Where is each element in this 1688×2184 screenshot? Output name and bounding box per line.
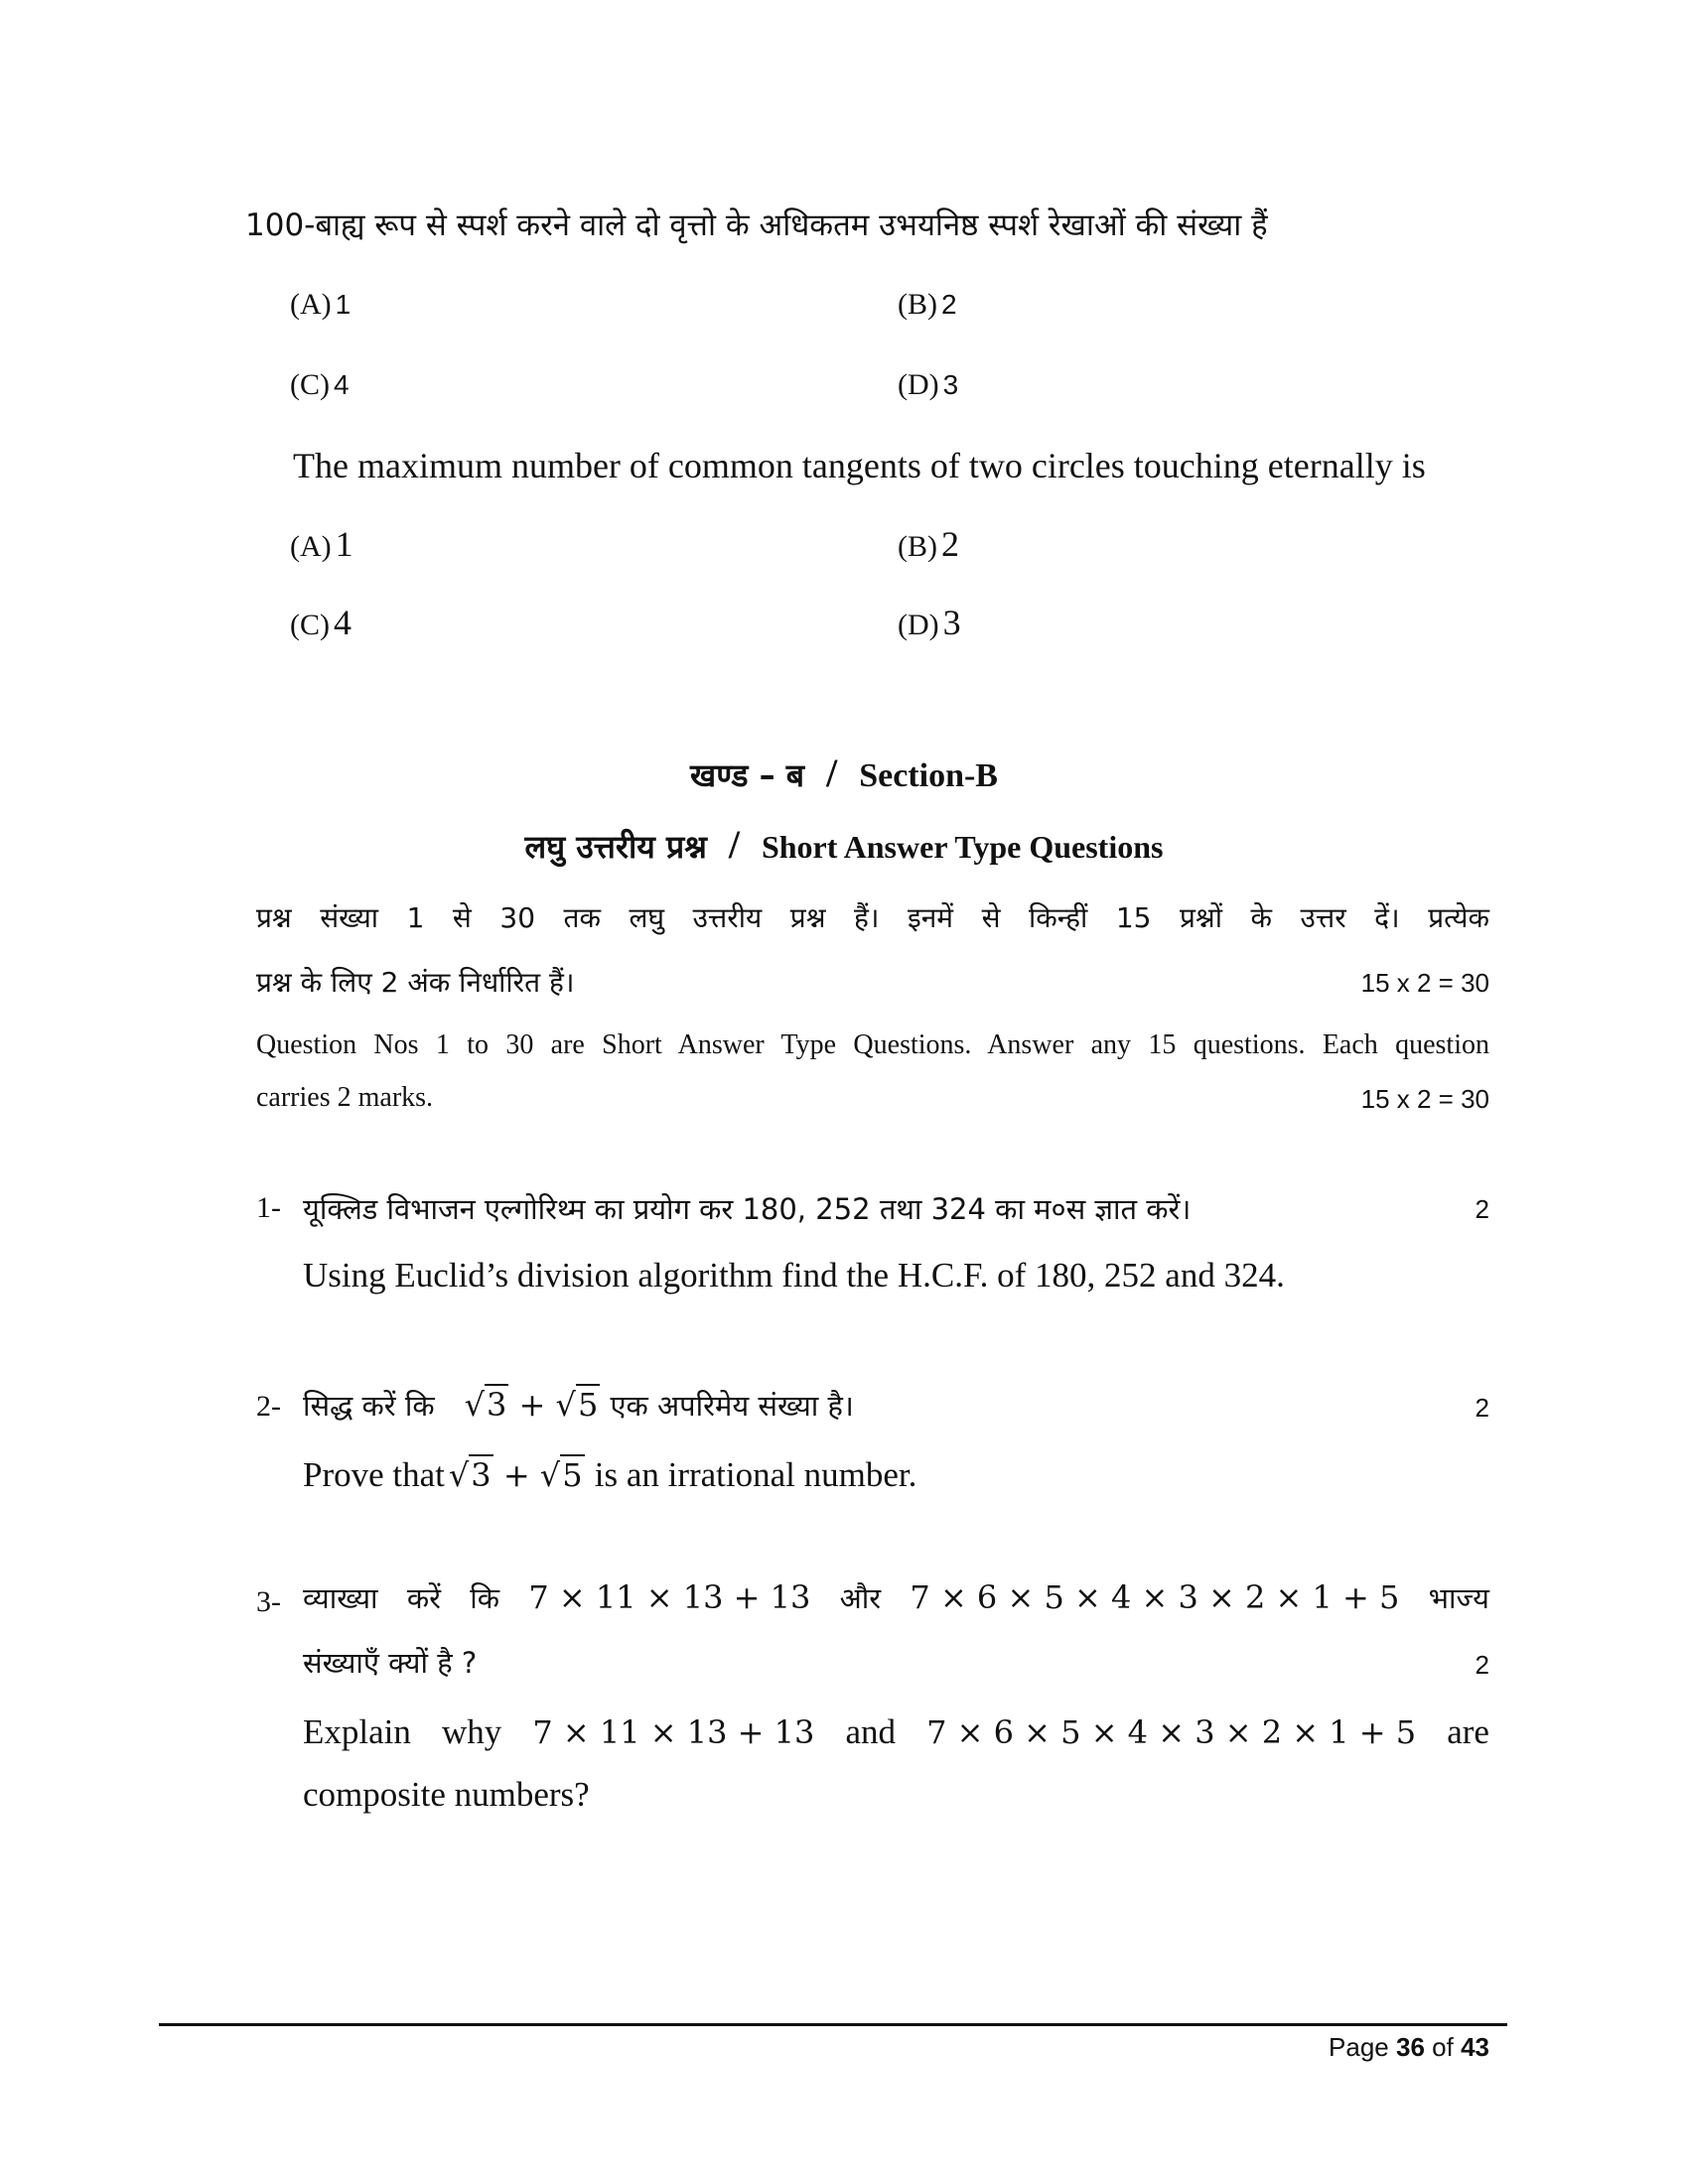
- q100-option-b-hi: [898, 288, 957, 322]
- word: व्याख्या: [303, 1581, 378, 1615]
- question-number: 2-: [256, 1390, 281, 1423]
- instructions-hi-marks: 15 x 2 = 30: [1360, 968, 1489, 998]
- q100-english: The maximum number of common tangents of two circles touching eternally is: [293, 446, 1426, 485]
- q100-option-d-en: [898, 602, 961, 643]
- expression-1: 7 × 11 × 13 + 13: [532, 1713, 815, 1751]
- option-value: 3: [942, 369, 959, 400]
- question-3-english-line2: composite numbers?: [303, 1775, 590, 1814]
- instructions-en-line1: Question Nos 1 to 30 are Short Answer Type Questions. Answer any 15 questions. Each question: [256, 1029, 1489, 1060]
- q100-option-d-hi: [898, 368, 958, 402]
- word: कि: [470, 1581, 500, 1615]
- sqrt-3: √3: [448, 1456, 492, 1494]
- option-label: (A): [290, 288, 332, 321]
- page-word: Page: [1329, 2032, 1389, 2062]
- question-2-hindi-pre: सिद्ध करें कि: [303, 1389, 435, 1423]
- option-value: 4: [334, 369, 350, 400]
- section-title-hi: खण्ड – ब: [690, 756, 805, 794]
- q100-option-c-hi: [290, 368, 350, 402]
- option-value: 4: [334, 603, 352, 642]
- expression-2: 7 × 6 × 5 × 4 × 3 × 2 × 1 + 5: [926, 1713, 1417, 1751]
- section-slash: /: [826, 751, 838, 795]
- option-label: (D): [898, 609, 939, 641]
- option-value: 2: [941, 524, 959, 564]
- q100-option-b-en: [898, 523, 959, 565]
- q100-option-a-hi: [290, 288, 351, 322]
- option-value: 2: [941, 289, 957, 320]
- footer-divider: [159, 2023, 1507, 2026]
- option-value: 1: [335, 289, 352, 320]
- option-value: 3: [942, 603, 961, 642]
- instructions-en-line2: carries 2 marks.: [256, 1082, 434, 1113]
- section-subtitle-en: Short Answer Type Questions: [761, 829, 1164, 865]
- sqrt-5: √5: [555, 1386, 599, 1424]
- of-word: of: [1432, 2032, 1454, 2062]
- option-label: (B): [898, 530, 937, 563]
- sqrt-3: √3: [464, 1386, 507, 1424]
- question-marks: 2: [1475, 1194, 1489, 1224]
- option-value: 1: [335, 524, 353, 564]
- section-title-en: Section-B: [859, 757, 998, 794]
- instructions-en-marks: 15 x 2 = 30: [1360, 1084, 1489, 1114]
- page-current: 36: [1396, 2032, 1425, 2062]
- question-1-hindi: यूक्लिड विभाजन एल्गोरिथ्म का प्रयोग कर 180, 252 तथा 324 का म०स ज्ञात करें।: [303, 1192, 1192, 1226]
- option-label: (D): [898, 368, 939, 401]
- question-2-english: [303, 1455, 916, 1495]
- instructions-hi-line2: प्रश्न के लिए 2 अंक निर्धारित हैं।: [256, 966, 575, 999]
- plus-sign: +: [502, 1456, 530, 1494]
- word: भाज्य: [1428, 1581, 1489, 1615]
- word: are: [1447, 1712, 1489, 1751]
- question-1-english: Using Euclid’s division algorithm find the H.C.F. of 180, 252 and 324.: [303, 1256, 1285, 1295]
- plus-sign: +: [518, 1386, 546, 1424]
- section-title: [0, 750, 1688, 796]
- section-subtitle: [0, 821, 1688, 868]
- expression-1: 7 × 11 × 13 + 13: [528, 1578, 811, 1616]
- sqrt-5: √5: [539, 1456, 583, 1494]
- word: why: [441, 1712, 502, 1751]
- sqrt-expression: [449, 1456, 595, 1494]
- q100-option-a-en: [290, 523, 353, 565]
- page-total: 43: [1461, 2032, 1489, 2062]
- q100-option-c-en: [290, 602, 352, 643]
- question-2-english-post: is an irrational number.: [594, 1455, 917, 1494]
- question-marks: 2: [1475, 1393, 1489, 1423]
- question-number: 3-: [256, 1585, 281, 1618]
- option-label: (C): [290, 368, 330, 401]
- instructions-hi-line1: प्रश्न संख्या 1 से 30 तक लघु उत्तरीय प्रश्न हैं। इनमें से किन्हीं 15 प्रश्नों के उत्तर दें। प्रत्येक: [256, 901, 1489, 934]
- word: और: [839, 1581, 882, 1615]
- page-number: [1329, 2032, 1489, 2063]
- question-3-hindi-line2: संख्याएँ क्यों है ?: [303, 1646, 478, 1680]
- sqrt-expression: [465, 1386, 611, 1424]
- question-3-english-line1: [303, 1712, 1489, 1752]
- option-label: (B): [898, 288, 937, 321]
- option-label: (C): [290, 609, 330, 641]
- question-2-hindi-post: एक अपरिमेय संख्या है।: [610, 1389, 854, 1423]
- question-number: 1-: [256, 1191, 281, 1224]
- option-label: (A): [290, 530, 332, 563]
- q100-hindi: 100-बाह्य रूप से स्पर्श करने वाले दो वृत्तो के अधिकतम उभयनिष्ठ स्पर्श रेखाओं की संख्या हैं: [245, 207, 1268, 243]
- expression-2: 7 × 6 × 5 × 4 × 3 × 2 × 1 + 5: [910, 1578, 1400, 1616]
- question-3-hindi-line1: [303, 1578, 1489, 1617]
- question-2-hindi: [303, 1386, 854, 1425]
- section-slash: /: [728, 822, 740, 867]
- word: and: [845, 1712, 897, 1751]
- question-2-english-pre: Prove that: [303, 1455, 445, 1494]
- word: करें: [406, 1581, 441, 1615]
- section-subtitle-hi: लघु उत्तरीय प्रश्न: [524, 828, 707, 866]
- word: Explain: [303, 1712, 411, 1751]
- question-marks: 2: [1475, 1650, 1489, 1680]
